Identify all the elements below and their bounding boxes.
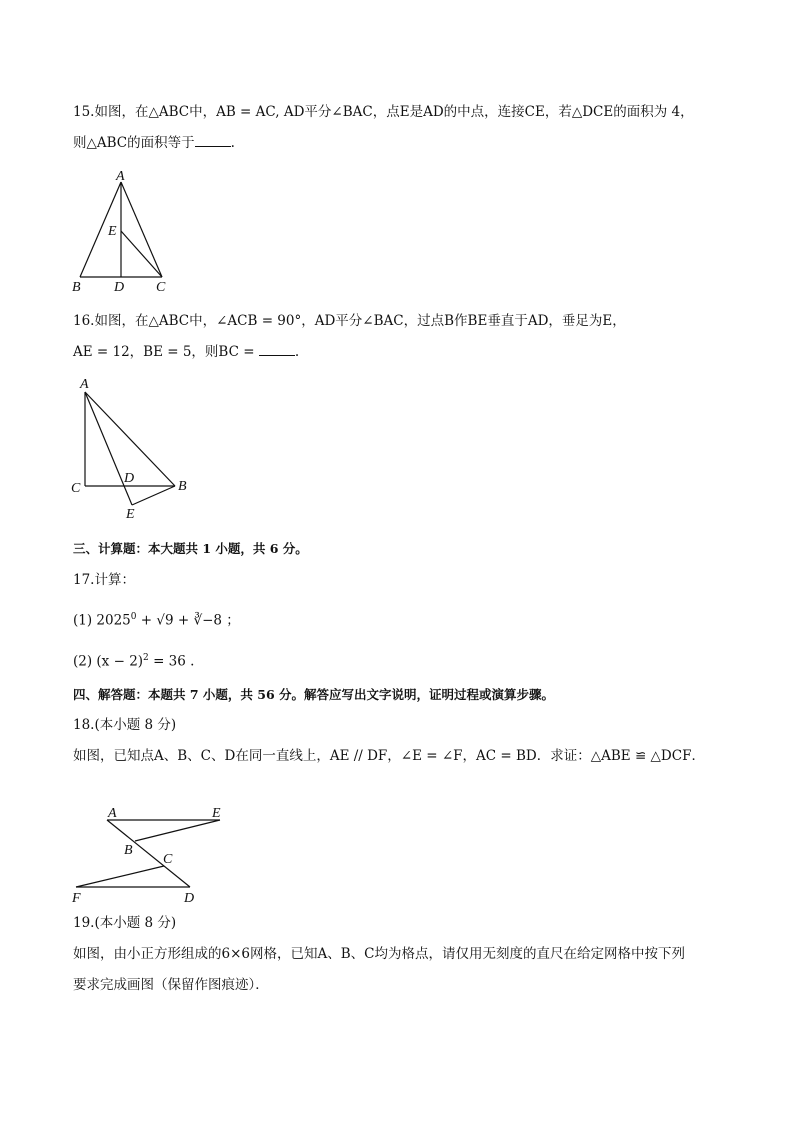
- q18-label-F: F: [72, 891, 81, 906]
- q18-label-D: D: [184, 891, 195, 906]
- q15-triangle-figure: [60, 165, 190, 295]
- q18-label-E: E: [212, 806, 221, 821]
- q15-answer-blank: [195, 134, 231, 147]
- q15-text-line1: 15.如图，在△ABC中，AB = AC, AD平分∠BAC，点E是AD的中点，连接CE，若△DCE的面积为 4，: [73, 104, 694, 120]
- q18-label-C: C: [163, 852, 173, 867]
- q16-label-C: C: [71, 481, 81, 496]
- q16-text-line1: 16.如图，在△ABC中，∠ACB = 90°，AD平分∠BAC，过点B作BE垂直于AD，垂足为E，: [73, 313, 626, 329]
- q15-line2-suffix: .: [230, 135, 235, 151]
- q17-part2-base: (2) (x − 2): [73, 653, 144, 670]
- q16-text-line2: [73, 342, 299, 362]
- q17-part1-base: (1) 2025: [73, 612, 131, 629]
- q18-label-A: A: [108, 806, 117, 821]
- q15-label-B: B: [72, 280, 81, 295]
- q18-segment-EB: [135, 820, 220, 841]
- q19-title: 19.(本小题 8 分): [73, 915, 177, 931]
- section4-heading: 四、解答题：本题共 7 小题，共 56 分。解答应写出文字说明，证明过程或演算步骤。: [73, 687, 555, 702]
- q17-part2-exponent: 2: [143, 653, 149, 663]
- q19-text-line2: 要求完成画图（保留作图痕迹）．: [73, 977, 269, 993]
- q15-label-A: A: [116, 169, 125, 184]
- q17-part1: [73, 607, 240, 631]
- q18-segment-FC: [76, 866, 164, 887]
- q16-label-A: A: [80, 377, 89, 392]
- q18-figure: [62, 800, 242, 908]
- q17-part1-rest: + √9 + ∛−8 ；: [136, 612, 240, 629]
- q15-label-E: E: [108, 224, 117, 239]
- q17-part2: [73, 648, 194, 672]
- q15-label-C: C: [156, 280, 166, 295]
- q16-line2-suffix: .: [294, 344, 300, 360]
- q15-segment-AC: [121, 182, 162, 277]
- q18-title: 18.(本小题 8 分): [73, 717, 177, 733]
- q17-part2-rest: = 36 .: [148, 653, 195, 670]
- q16-answer-blank: [259, 343, 295, 356]
- q16-label-B: B: [178, 479, 187, 494]
- q15-label-D: D: [114, 280, 125, 295]
- q16-segment-BE: [132, 486, 175, 505]
- q16-segment-AE: [85, 392, 135, 505]
- q15-segment-CE: [121, 231, 162, 277]
- q16-label-D: D: [124, 471, 135, 486]
- q15-text-line2: [73, 133, 235, 153]
- q18-text: 如图，已知点A、B、C、D在同一直线上，AE // DF，∠E = ∠F，AC = BD．求证：△ABE ≌ △DCF．: [73, 748, 705, 764]
- q16-label-E: E: [126, 507, 135, 522]
- q17-title: 17.计算：: [73, 572, 135, 588]
- q19-text-line1: 如图，由小正方形组成的6×6网格，已知A、B、C均为格点，请仅用无刻度的直尺在给定网格中按下列: [73, 946, 685, 962]
- q16-line2-prefix: AE = 12，BE = 5，则BC =: [73, 344, 255, 360]
- q17-part1-exponent: 0: [130, 612, 137, 622]
- section3-heading: 三、计算题：本大题共 1 小题，共 6 分。: [73, 541, 308, 556]
- q16-triangle-figure: [60, 372, 210, 524]
- q18-label-B: B: [124, 843, 133, 858]
- q15-line2-prefix: 则△ABC的面积等于: [73, 135, 195, 151]
